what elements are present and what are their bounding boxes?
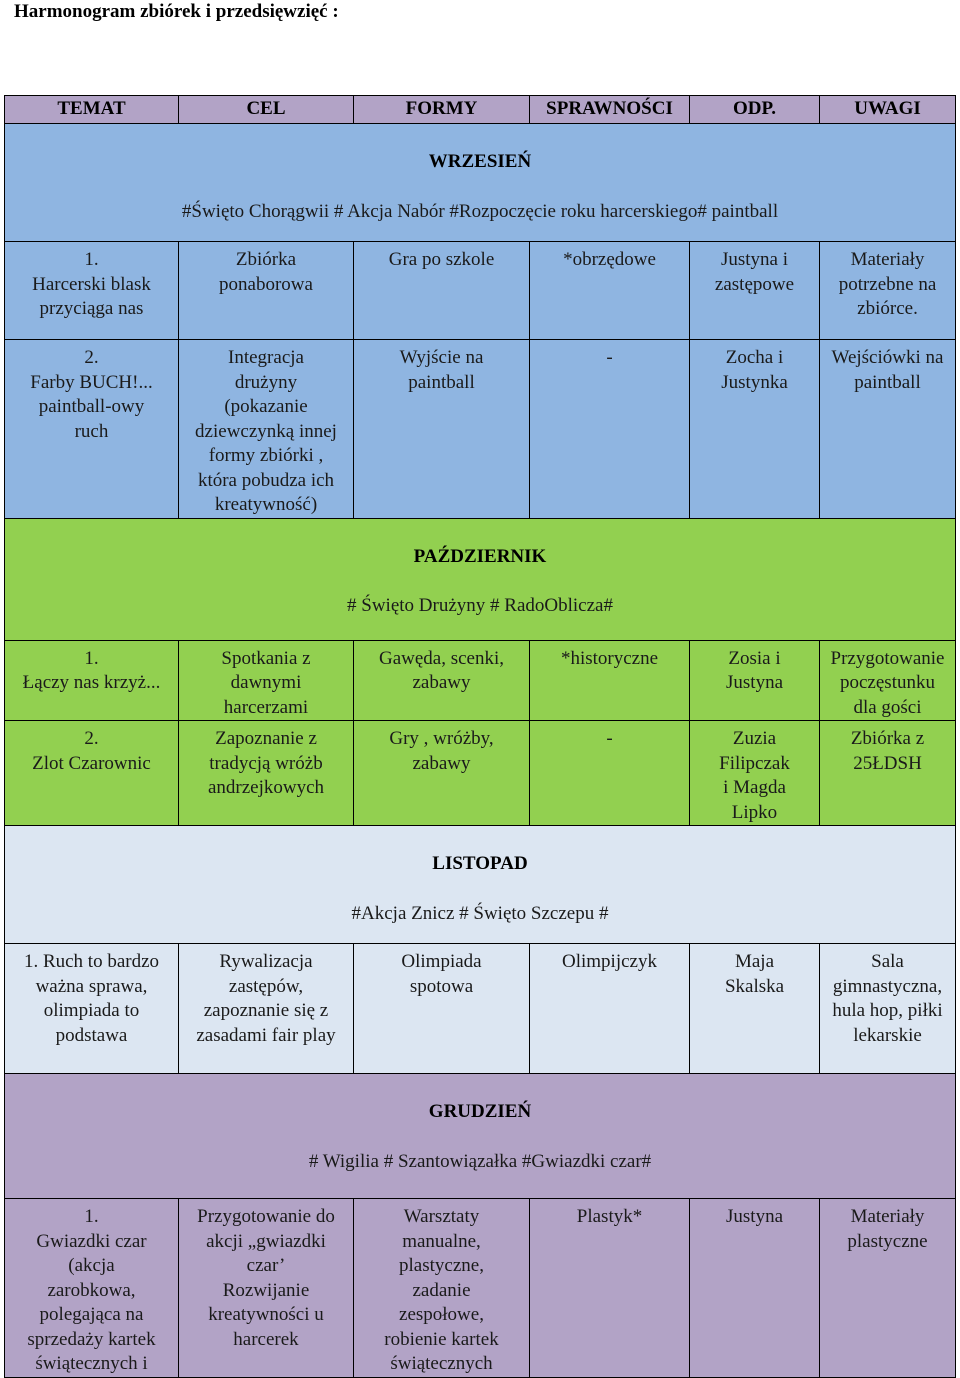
cell-temat xyxy=(5,1199,179,1378)
cell-line: zabawy xyxy=(412,672,471,693)
cell-line: poczęstunku xyxy=(840,672,935,693)
cell-line: i Magda xyxy=(723,777,786,798)
cell-line: Przygotowanie do xyxy=(197,1206,335,1227)
cell-line: Warsztaty xyxy=(403,1206,480,1227)
cell-line: zadanie xyxy=(412,1279,471,1301)
cell-line: (pokazanie xyxy=(224,396,308,417)
table-row xyxy=(5,340,956,519)
header-row xyxy=(5,96,956,124)
header-formy: FORMY xyxy=(354,96,530,124)
month-events: # Święto Drużyny # RadoOblicza# xyxy=(347,595,613,616)
cell-odp xyxy=(690,944,820,1074)
cell-formy xyxy=(354,242,530,340)
cell-temat xyxy=(5,944,179,1074)
cell-line: Harcerski blask xyxy=(32,273,151,295)
cell-line: Integracja xyxy=(228,347,304,368)
cell-line: zabawy xyxy=(412,752,471,774)
cell-odp xyxy=(690,242,820,340)
cell-line: Spotkania z xyxy=(221,647,311,669)
cell-line: paintball xyxy=(854,371,921,393)
cell-line: świątecznych xyxy=(390,1353,493,1374)
cell-cel xyxy=(179,242,354,340)
cell-line: Zbiórka xyxy=(235,249,297,270)
cell-temat xyxy=(5,640,179,721)
cell-line: plastyczne xyxy=(847,1230,928,1252)
cell-sprawnosci xyxy=(530,242,690,340)
document-title: Harmonogram zbiórek i przedsięwzięć : xyxy=(14,1,339,22)
cell-temat xyxy=(5,340,179,519)
cell-line: andrzejkowych xyxy=(207,777,325,798)
cell-line: Zocha i xyxy=(725,347,784,368)
cell-line: ponaborowa xyxy=(219,273,313,295)
month-events: #Akcja Znicz # Święto Szczepu # xyxy=(351,902,609,924)
cell-formy xyxy=(354,721,530,826)
month-name: GRUDZIEŃ xyxy=(428,1101,532,1122)
cell-line: zastępów, xyxy=(228,975,304,997)
cell-line: formy zbiórki , xyxy=(208,445,324,466)
cell-line: świątecznych i xyxy=(35,1353,148,1374)
month-name: WRZESIEŃ xyxy=(428,151,532,172)
header-cel: CEL xyxy=(179,96,354,124)
cell-line: hula hop, piłki xyxy=(832,1000,943,1021)
cell-line: zapoznanie się z xyxy=(203,1000,329,1021)
month-row xyxy=(5,124,956,242)
cell-line: 1. xyxy=(84,249,99,270)
cell-line: kreatywność) xyxy=(214,494,318,515)
cell-line: podstawa xyxy=(55,1024,128,1046)
cell-line: 1. xyxy=(84,647,99,669)
cell-line: ruch xyxy=(74,420,109,442)
cell-uwagi xyxy=(820,640,956,721)
cell-line: ważna sprawa, xyxy=(35,975,148,997)
header-sprawnosci: SPRAWNOŚCI xyxy=(530,96,690,124)
cell-line: harcerek xyxy=(233,1328,299,1350)
cell-line: Olimpijczyk xyxy=(562,951,657,972)
cell-uwagi xyxy=(820,242,956,340)
cell-line: dawnymi xyxy=(230,672,302,693)
month-row xyxy=(5,1074,956,1199)
cell-line: Skalska xyxy=(724,975,785,997)
month-banner xyxy=(5,518,956,640)
cell-cel xyxy=(179,640,354,721)
cell-line: plastyczne, xyxy=(399,1255,484,1276)
cell-line: 2. xyxy=(84,728,99,749)
cell-line: Justyna xyxy=(726,672,783,693)
cell-formy xyxy=(354,1199,530,1378)
month-row xyxy=(5,826,956,944)
cell-line: gimnastyczna, xyxy=(832,975,943,997)
cell-line: Sala xyxy=(871,951,904,972)
cell-cel xyxy=(179,1199,354,1378)
cell-line: spotowa xyxy=(409,975,474,997)
cell-line: Gwiazdki czar xyxy=(36,1230,147,1252)
month-events: # Wigilia # Szantowiązałka #Gwiazdki czar# xyxy=(308,1150,652,1172)
table-row xyxy=(5,242,956,340)
cell-line: Wyjście na xyxy=(399,347,484,368)
schedule-body xyxy=(5,96,956,1378)
cell-line: sprzedaży kartek xyxy=(27,1328,156,1350)
cell-line: robienie kartek xyxy=(384,1328,499,1350)
header-uwagi: UWAGI xyxy=(820,96,956,124)
cell-line: Rozwijanie xyxy=(222,1279,310,1301)
cell-formy xyxy=(354,340,530,519)
cell-cel xyxy=(179,944,354,1074)
cell-line: olimpiada to xyxy=(43,1000,140,1021)
cell-line: Zbiórka z xyxy=(850,728,925,749)
header-temat: TEMAT xyxy=(5,96,179,124)
cell-line: tradycją wróżb xyxy=(209,752,323,774)
cell-line: 2. xyxy=(84,347,99,368)
month-events: #Święto Chorągwii # Akcja Nabór #Rozpoczęcie roku harcerskiego# paintball xyxy=(181,200,779,222)
cell-line: Justyna xyxy=(726,1206,783,1227)
cell-line: Gawęda, scenki, xyxy=(378,647,505,669)
cell-line: Materiały xyxy=(850,249,925,270)
cell-line: *obrzędowe xyxy=(563,249,656,270)
cell-line: drużyny xyxy=(234,371,298,393)
cell-line: 1. Ruch to bardzo xyxy=(23,951,160,972)
cell-line: Farby BUCH!... xyxy=(30,371,153,393)
cell-line: zespołowe, xyxy=(399,1304,484,1325)
cell-line: Łączy nas krzyż... xyxy=(22,672,161,693)
cell-line: 1. xyxy=(84,1206,99,1227)
cell-line: *historyczne xyxy=(560,647,659,669)
cell-line: polegająca na xyxy=(39,1304,144,1325)
cell-line: Rywalizacja xyxy=(219,951,313,972)
cell-line: paintball-owy xyxy=(38,396,145,417)
cell-line: Olimpiada xyxy=(401,951,482,972)
cell-uwagi xyxy=(820,721,956,826)
cell-formy xyxy=(354,640,530,721)
cell-line: czar’ xyxy=(246,1255,286,1276)
cell-line: 25ŁDSH xyxy=(853,752,922,774)
cell-sprawnosci xyxy=(530,721,690,826)
cell-line: - xyxy=(606,347,613,368)
cell-line: lekarskie xyxy=(853,1024,922,1046)
cell-line: Zosia i xyxy=(728,647,781,669)
cell-line: dla gości xyxy=(853,696,922,718)
table-row xyxy=(5,1199,956,1378)
cell-line: zasadami fair play xyxy=(196,1024,336,1046)
cell-cel xyxy=(179,721,354,826)
cell-line: Plastyk* xyxy=(576,1206,643,1227)
cell-cel xyxy=(179,340,354,519)
cell-line: akcji „gwiazdki xyxy=(206,1230,326,1252)
cell-line: kreatywności u xyxy=(208,1304,324,1325)
cell-line: która pobudza ich xyxy=(197,469,335,491)
cell-formy xyxy=(354,944,530,1074)
cell-line: Zlot Czarownic xyxy=(32,752,151,774)
cell-line: Lipko xyxy=(731,801,778,823)
cell-line: Przygotowanie xyxy=(830,647,945,669)
cell-line: Wejściówki na xyxy=(831,347,944,368)
cell-odp xyxy=(690,640,820,721)
cell-line: Gry , wróżby, xyxy=(389,728,494,749)
cell-sprawnosci xyxy=(530,340,690,519)
cell-line: dziewczynką innej xyxy=(195,420,337,442)
cell-uwagi xyxy=(820,944,956,1074)
cell-line: Materiały xyxy=(850,1206,925,1227)
cell-line: Maja xyxy=(734,951,775,972)
cell-sprawnosci xyxy=(530,944,690,1074)
cell-odp xyxy=(690,340,820,519)
cell-line: zarobkowa, xyxy=(47,1279,136,1301)
cell-uwagi xyxy=(820,340,956,519)
table-row xyxy=(5,640,956,721)
cell-line: Zuzia xyxy=(732,728,777,749)
cell-sprawnosci xyxy=(530,640,690,721)
cell-temat xyxy=(5,721,179,826)
month-name: LISTOPAD xyxy=(432,853,528,874)
cell-line: Zapoznanie z xyxy=(215,728,317,749)
cell-line: Justynka xyxy=(721,371,788,393)
month-banner xyxy=(5,124,956,242)
month-row xyxy=(5,518,956,640)
cell-line: zastępowe xyxy=(714,273,795,295)
month-banner xyxy=(5,1074,956,1199)
header-odp: ODP. xyxy=(690,96,820,124)
month-banner xyxy=(5,826,956,944)
cell-line: paintball xyxy=(408,371,475,393)
cell-odp xyxy=(690,1199,820,1378)
cell-odp xyxy=(690,721,820,826)
cell-line: zbiórce. xyxy=(857,298,918,319)
cell-sprawnosci xyxy=(530,1199,690,1378)
month-name: PAŹDZIERNIK xyxy=(413,545,547,567)
cell-line: Filipczak xyxy=(719,752,790,774)
table-row xyxy=(5,721,956,826)
schedule-table xyxy=(4,95,956,1378)
table-row xyxy=(5,944,956,1074)
cell-line: (akcja xyxy=(68,1255,115,1276)
cell-line: - xyxy=(606,728,613,749)
cell-uwagi xyxy=(820,1199,956,1378)
cell-line: Gra po szkole xyxy=(388,249,495,270)
cell-line: manualne, xyxy=(402,1230,481,1252)
cell-temat xyxy=(5,242,179,340)
cell-line: przyciąga nas xyxy=(39,298,144,319)
cell-line: harcerzami xyxy=(223,696,309,718)
cell-line: potrzebne na xyxy=(838,273,937,295)
cell-line: Justyna i xyxy=(720,249,789,270)
